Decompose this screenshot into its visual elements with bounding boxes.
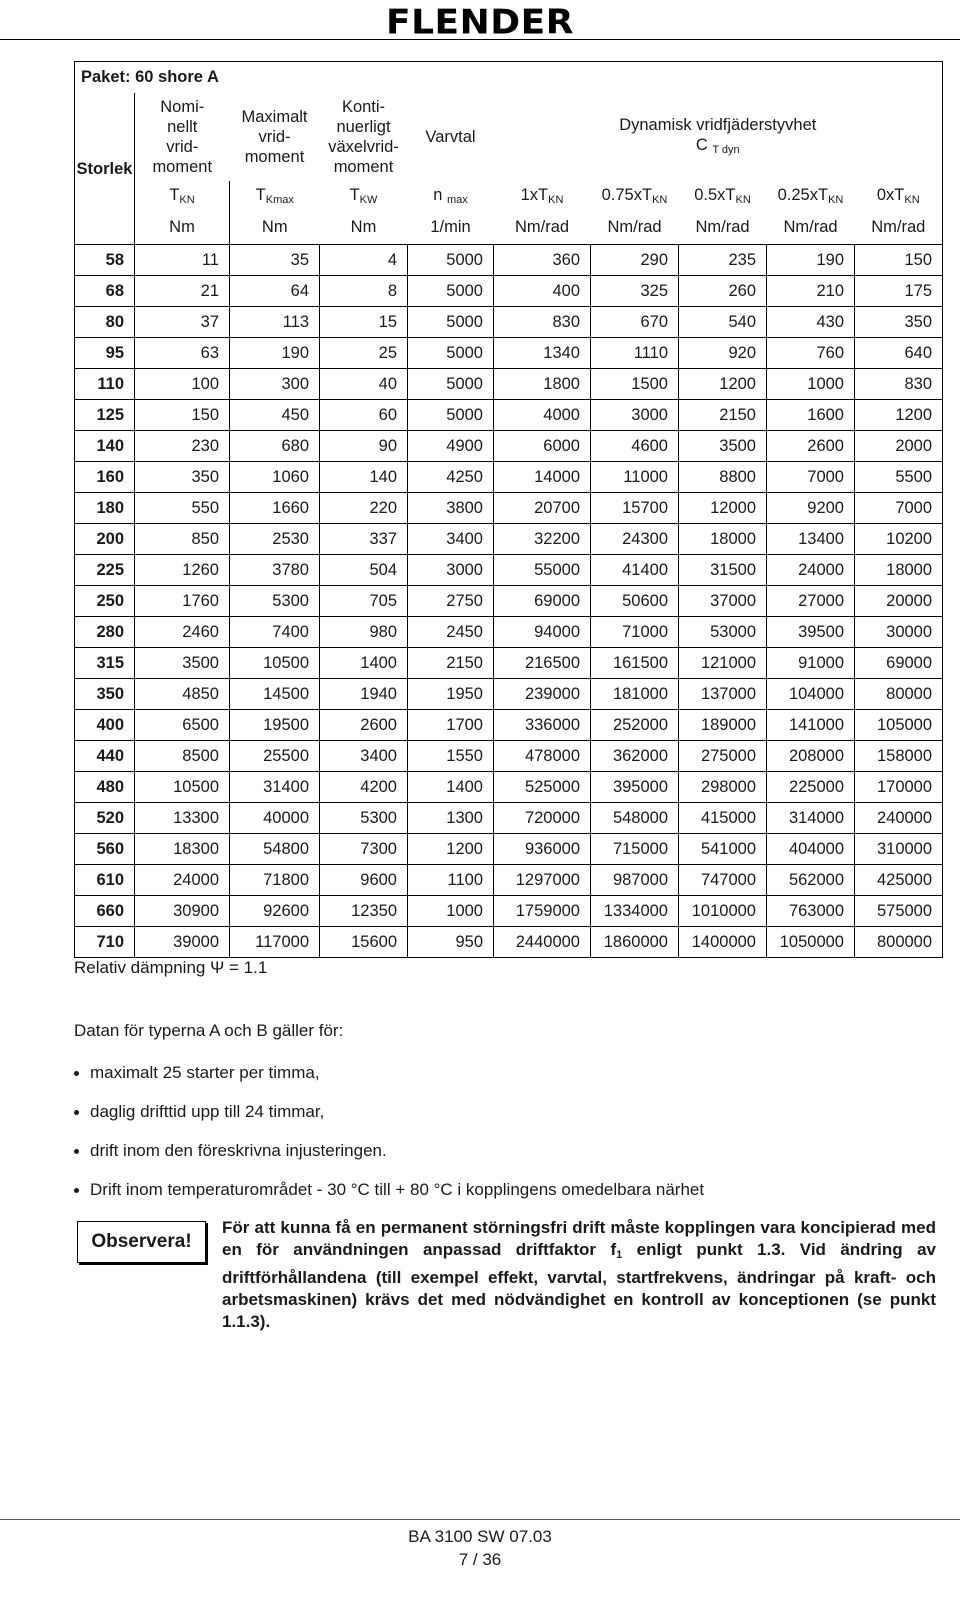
value-cell: 15700 bbox=[591, 493, 679, 524]
value-cell: 24000 bbox=[135, 865, 230, 896]
table-row bbox=[75, 617, 943, 648]
value-cell: 24300 bbox=[591, 524, 679, 555]
value-cell: 39000 bbox=[135, 927, 230, 958]
value-cell: 12000 bbox=[679, 493, 767, 524]
value-cell: 181000 bbox=[591, 679, 679, 710]
value-cell: 4 bbox=[320, 245, 408, 276]
value-cell: 2150 bbox=[679, 400, 767, 431]
coupling-data-table bbox=[74, 61, 943, 958]
table-row bbox=[75, 462, 943, 493]
value-cell: 4850 bbox=[135, 679, 230, 710]
table-row bbox=[75, 803, 943, 834]
size-cell: 110 bbox=[75, 369, 135, 400]
size-cell: 160 bbox=[75, 462, 135, 493]
value-cell: 7000 bbox=[855, 493, 943, 524]
value-cell: 450 bbox=[230, 400, 320, 431]
value-cell: 37000 bbox=[679, 586, 767, 617]
table-row bbox=[75, 307, 943, 338]
value-cell: 362000 bbox=[591, 741, 679, 772]
value-cell: 1500 bbox=[591, 369, 679, 400]
size-cell: 440 bbox=[75, 741, 135, 772]
table-row bbox=[75, 834, 943, 865]
notice-text: För att kunna få en permanent störningsfri drift måste kopplingen vara koncipierad med en för användningen anpassad driftfaktor $f_1$ enligt punkt 1.3. Vid ändring av driftförhållandena (till exempel effekt, varvtal, startfrekvens, ändringar på kraft- och arbetsmaskinen) krävs det med nödvändighet en kontroll av konceptionen (se punkt 1.1.3). bbox=[222, 1218, 936, 1332]
symbol-cell: $1xT_{KN}$ bbox=[520, 186, 564, 206]
value-cell: 252000 bbox=[591, 710, 679, 741]
value-cell: 141000 bbox=[767, 710, 855, 741]
value-cell: 720000 bbox=[494, 803, 591, 834]
size-cell: 140 bbox=[75, 431, 135, 462]
value-cell: 1400 bbox=[408, 772, 494, 803]
symbol-cell: $0.5xT_{KN}$ bbox=[694, 186, 751, 206]
value-cell: 14000 bbox=[494, 462, 591, 493]
value-cell: 950 bbox=[408, 927, 494, 958]
value-cell: 2600 bbox=[767, 431, 855, 462]
value-cell: 150 bbox=[855, 245, 943, 276]
value-cell: 1400000 bbox=[679, 927, 767, 958]
value-cell: 2450 bbox=[408, 617, 494, 648]
value-cell: 8500 bbox=[135, 741, 230, 772]
value-cell: 1100 bbox=[408, 865, 494, 896]
value-cell: 50600 bbox=[591, 586, 679, 617]
symbol-cell: $T_{KW}$ bbox=[349, 186, 378, 206]
value-cell: 25500 bbox=[230, 741, 320, 772]
value-cell: 575000 bbox=[855, 896, 943, 927]
value-cell: 850 bbox=[135, 524, 230, 555]
value-cell: 1300 bbox=[408, 803, 494, 834]
value-cell: 27000 bbox=[767, 586, 855, 617]
value-cell: 158000 bbox=[855, 741, 943, 772]
value-cell: 104000 bbox=[767, 679, 855, 710]
value-cell: 980 bbox=[320, 617, 408, 648]
value-cell: 63 bbox=[135, 338, 230, 369]
value-cell: 5000 bbox=[408, 338, 494, 369]
list-item: daglig drifttid upp till 24 timmar, bbox=[74, 1097, 704, 1136]
value-cell: 2530 bbox=[230, 524, 320, 555]
unit-cell: Nm bbox=[135, 211, 230, 245]
value-cell: 3500 bbox=[135, 648, 230, 679]
value-cell: 314000 bbox=[767, 803, 855, 834]
symbol-cell: $0xT_{KN}$ bbox=[855, 181, 943, 211]
unit-cell: Nm/rad bbox=[591, 211, 679, 245]
list-item: maximalt 25 starter per timma, bbox=[74, 1058, 704, 1097]
value-cell: 9200 bbox=[767, 493, 855, 524]
value-cell: 7300 bbox=[320, 834, 408, 865]
continuous-torque-header: Konti- nuerligt växelvrid- moment bbox=[328, 98, 399, 176]
value-cell: 216500 bbox=[494, 648, 591, 679]
value-cell: 1940 bbox=[320, 679, 408, 710]
value-cell: 350 bbox=[855, 307, 943, 338]
value-cell: 1700 bbox=[408, 710, 494, 741]
unit-cell: Nm/rad bbox=[494, 211, 591, 245]
table-row bbox=[75, 431, 943, 462]
value-cell: 1759000 bbox=[494, 896, 591, 927]
value-cell: 336000 bbox=[494, 710, 591, 741]
value-cell: 525000 bbox=[494, 772, 591, 803]
value-cell: 69000 bbox=[494, 586, 591, 617]
value-cell: 71000 bbox=[591, 617, 679, 648]
value-cell: 140 bbox=[320, 462, 408, 493]
value-cell: 18000 bbox=[855, 555, 943, 586]
value-cell: 20000 bbox=[855, 586, 943, 617]
value-cell: 1400 bbox=[320, 648, 408, 679]
value-cell: 189000 bbox=[679, 710, 767, 741]
value-cell: 7000 bbox=[767, 462, 855, 493]
unit-cell: 1/min bbox=[408, 211, 494, 245]
value-cell: 1110 bbox=[591, 338, 679, 369]
footer bbox=[0, 1525, 960, 1571]
value-cell: 161500 bbox=[591, 648, 679, 679]
value-cell: 10500 bbox=[230, 648, 320, 679]
value-cell: 1600 bbox=[767, 400, 855, 431]
value-cell: 4200 bbox=[320, 772, 408, 803]
value-cell: 8 bbox=[320, 276, 408, 307]
value-cell: 1200 bbox=[408, 834, 494, 865]
value-cell: 1800 bbox=[494, 369, 591, 400]
table-row bbox=[75, 896, 943, 927]
size-cell: 95 bbox=[75, 338, 135, 369]
conditions-intro: Datan för typerna A och B gäller för: bbox=[74, 1021, 344, 1040]
value-cell: 32200 bbox=[494, 524, 591, 555]
value-cell: 260 bbox=[679, 276, 767, 307]
size-cell: 560 bbox=[75, 834, 135, 865]
value-cell: 18000 bbox=[679, 524, 767, 555]
value-cell: 12350 bbox=[320, 896, 408, 927]
value-cell: 11000 bbox=[591, 462, 679, 493]
size-cell: 280 bbox=[75, 617, 135, 648]
value-cell: 830 bbox=[855, 369, 943, 400]
list-item: Drift inom temperaturområdet - 30 °C till + 80 °C i kopplingens omedelbara närhet bbox=[74, 1175, 704, 1214]
value-cell: 936000 bbox=[494, 834, 591, 865]
value-cell: 298000 bbox=[679, 772, 767, 803]
value-cell: 13300 bbox=[135, 803, 230, 834]
value-cell: 337 bbox=[320, 524, 408, 555]
value-cell: 13400 bbox=[767, 524, 855, 555]
size-cell: 350 bbox=[75, 679, 135, 710]
page-number: 7 / 36 bbox=[458, 1550, 502, 1569]
value-cell: 15600 bbox=[320, 927, 408, 958]
table-row bbox=[75, 648, 943, 679]
value-cell: 20700 bbox=[494, 493, 591, 524]
value-cell: 24000 bbox=[767, 555, 855, 586]
value-cell: 325 bbox=[591, 276, 679, 307]
value-cell: 55000 bbox=[494, 555, 591, 586]
value-cell: 4250 bbox=[408, 462, 494, 493]
symbols-row bbox=[75, 181, 943, 211]
value-cell: 190 bbox=[230, 338, 320, 369]
table-row bbox=[75, 400, 943, 431]
value-cell: 5500 bbox=[855, 462, 943, 493]
value-cell: 670 bbox=[591, 307, 679, 338]
value-cell: 190 bbox=[767, 245, 855, 276]
value-cell: 39500 bbox=[767, 617, 855, 648]
value-cell: 137000 bbox=[679, 679, 767, 710]
value-cell: 80000 bbox=[855, 679, 943, 710]
value-cell: 800000 bbox=[855, 927, 943, 958]
value-cell: 1050000 bbox=[767, 927, 855, 958]
value-cell: 14500 bbox=[230, 679, 320, 710]
value-cell: 25 bbox=[320, 338, 408, 369]
value-cell: 2600 bbox=[320, 710, 408, 741]
value-cell: 1260 bbox=[135, 555, 230, 586]
value-cell: 92600 bbox=[230, 896, 320, 927]
value-cell: 235 bbox=[679, 245, 767, 276]
damping-note: Relativ dämpning Ψ = 1.1 bbox=[74, 958, 268, 977]
value-cell: 562000 bbox=[767, 865, 855, 896]
value-cell: 225000 bbox=[767, 772, 855, 803]
table-row bbox=[75, 524, 943, 555]
symbol-cell: $0.25xT_{KN}$ bbox=[777, 186, 844, 206]
value-cell: 1297000 bbox=[494, 865, 591, 896]
value-cell: 121000 bbox=[679, 648, 767, 679]
value-cell: 69000 bbox=[855, 648, 943, 679]
value-cell: 54800 bbox=[230, 834, 320, 865]
value-cell: 504 bbox=[320, 555, 408, 586]
value-cell: 550 bbox=[135, 493, 230, 524]
value-cell: 1000 bbox=[767, 369, 855, 400]
value-cell: 2150 bbox=[408, 648, 494, 679]
value-cell: 5000 bbox=[408, 276, 494, 307]
size-cell: 480 bbox=[75, 772, 135, 803]
symbol-cell: $T_{Kmax}$ bbox=[255, 186, 294, 206]
value-cell: 548000 bbox=[591, 803, 679, 834]
value-cell: 3800 bbox=[408, 493, 494, 524]
value-cell: 90 bbox=[320, 431, 408, 462]
value-cell: 3000 bbox=[408, 555, 494, 586]
value-cell: 113 bbox=[230, 307, 320, 338]
value-cell: 9600 bbox=[320, 865, 408, 896]
size-cell: 250 bbox=[75, 586, 135, 617]
value-cell: 94000 bbox=[494, 617, 591, 648]
value-cell: 11 bbox=[135, 245, 230, 276]
value-cell: 53000 bbox=[679, 617, 767, 648]
value-cell: 1000 bbox=[408, 896, 494, 927]
value-cell: 230 bbox=[135, 431, 230, 462]
value-cell: 37 bbox=[135, 307, 230, 338]
size-cell: 68 bbox=[75, 276, 135, 307]
value-cell: 478000 bbox=[494, 741, 591, 772]
value-cell: 5300 bbox=[320, 803, 408, 834]
symbol-cell: $0.75xT_{KN}$ bbox=[601, 186, 668, 206]
value-cell: 760 bbox=[767, 338, 855, 369]
value-cell: 987000 bbox=[591, 865, 679, 896]
value-cell: 680 bbox=[230, 431, 320, 462]
speed-header: Varvtal bbox=[425, 128, 476, 146]
value-cell: 400 bbox=[494, 276, 591, 307]
table-row bbox=[75, 276, 943, 307]
value-cell: 763000 bbox=[767, 896, 855, 927]
value-cell: 1660 bbox=[230, 493, 320, 524]
value-cell: 15 bbox=[320, 307, 408, 338]
table-row bbox=[75, 338, 943, 369]
size-cell: 125 bbox=[75, 400, 135, 431]
symbol-cell: $T_{KN}$ bbox=[135, 181, 230, 211]
nominal-torque-header: Nomi- nellt vrid- moment bbox=[152, 98, 213, 176]
value-cell: 40000 bbox=[230, 803, 320, 834]
value-cell: 5300 bbox=[230, 586, 320, 617]
value-cell: 100 bbox=[135, 369, 230, 400]
value-cell: 4600 bbox=[591, 431, 679, 462]
value-cell: 3400 bbox=[408, 524, 494, 555]
footer-rule bbox=[0, 1519, 960, 1520]
table-row bbox=[75, 369, 943, 400]
value-cell: 705 bbox=[320, 586, 408, 617]
value-cell: 350 bbox=[135, 462, 230, 493]
value-cell: 541000 bbox=[679, 834, 767, 865]
value-cell: 1334000 bbox=[591, 896, 679, 927]
value-cell: 640 bbox=[855, 338, 943, 369]
value-cell: 64 bbox=[230, 276, 320, 307]
value-cell: 239000 bbox=[494, 679, 591, 710]
unit-cell: Nm/rad bbox=[679, 211, 767, 245]
value-cell: 170000 bbox=[855, 772, 943, 803]
value-cell: 2460 bbox=[135, 617, 230, 648]
unit-cell: Nm bbox=[230, 211, 320, 245]
size-cell: 315 bbox=[75, 648, 135, 679]
value-cell: 275000 bbox=[679, 741, 767, 772]
units-row bbox=[75, 211, 943, 245]
value-cell: 3400 bbox=[320, 741, 408, 772]
value-cell: 4900 bbox=[408, 431, 494, 462]
value-cell: 19500 bbox=[230, 710, 320, 741]
flender-logo: FLENDER bbox=[386, 3, 574, 42]
value-cell: 310000 bbox=[855, 834, 943, 865]
value-cell: 31400 bbox=[230, 772, 320, 803]
value-cell: 10500 bbox=[135, 772, 230, 803]
value-cell: 240000 bbox=[855, 803, 943, 834]
value-cell: 415000 bbox=[679, 803, 767, 834]
value-cell: 920 bbox=[679, 338, 767, 369]
value-cell: 2440000 bbox=[494, 927, 591, 958]
package-label: Paket: 60 shore A bbox=[75, 62, 943, 94]
value-cell: 2000 bbox=[855, 431, 943, 462]
conditions-list bbox=[74, 1058, 704, 1214]
value-cell: 1200 bbox=[679, 369, 767, 400]
value-cell: 395000 bbox=[591, 772, 679, 803]
table-row bbox=[75, 710, 943, 741]
value-cell: 540 bbox=[679, 307, 767, 338]
value-cell: 35 bbox=[230, 245, 320, 276]
value-cell: 210 bbox=[767, 276, 855, 307]
value-cell: 300 bbox=[230, 369, 320, 400]
value-cell: 1340 bbox=[494, 338, 591, 369]
value-cell: 5000 bbox=[408, 307, 494, 338]
size-cell: 58 bbox=[75, 245, 135, 276]
size-cell: 520 bbox=[75, 803, 135, 834]
value-cell: 175 bbox=[855, 276, 943, 307]
value-cell: 1060 bbox=[230, 462, 320, 493]
unit-cell: Nm/rad bbox=[767, 211, 855, 245]
value-cell: 10200 bbox=[855, 524, 943, 555]
list-item: drift inom den föreskrivna injusteringen. bbox=[74, 1136, 704, 1175]
value-cell: 5000 bbox=[408, 245, 494, 276]
value-cell: 1950 bbox=[408, 679, 494, 710]
value-cell: 2750 bbox=[408, 586, 494, 617]
value-cell: 220 bbox=[320, 493, 408, 524]
value-cell: 1550 bbox=[408, 741, 494, 772]
table-row bbox=[75, 586, 943, 617]
doc-id: BA 3100 SW 07.03 bbox=[408, 1527, 552, 1546]
value-cell: 6500 bbox=[135, 710, 230, 741]
size-cell: 225 bbox=[75, 555, 135, 586]
header-rule bbox=[0, 39, 960, 40]
table-row bbox=[75, 865, 943, 896]
symbol-cell: n $_{max}$ bbox=[433, 186, 468, 206]
table-row bbox=[75, 741, 943, 772]
size-header: Storlek bbox=[75, 93, 135, 245]
value-cell: 360 bbox=[494, 245, 591, 276]
value-cell: 60 bbox=[320, 400, 408, 431]
dynamic-stiffness-header: Dynamisk vridfjäderstyvhet C $_{T dyn}$ bbox=[494, 93, 943, 181]
value-cell: 117000 bbox=[230, 927, 320, 958]
value-cell: 30000 bbox=[855, 617, 943, 648]
value-cell: 40 bbox=[320, 369, 408, 400]
size-cell: 610 bbox=[75, 865, 135, 896]
table-row bbox=[75, 245, 943, 276]
value-cell: 3500 bbox=[679, 431, 767, 462]
value-cell: 6000 bbox=[494, 431, 591, 462]
value-cell: 1200 bbox=[855, 400, 943, 431]
table-row bbox=[75, 772, 943, 803]
value-cell: 747000 bbox=[679, 865, 767, 896]
value-cell: 4000 bbox=[494, 400, 591, 431]
size-cell: 80 bbox=[75, 307, 135, 338]
value-cell: 404000 bbox=[767, 834, 855, 865]
table-row bbox=[75, 679, 943, 710]
value-cell: 430 bbox=[767, 307, 855, 338]
value-cell: 31500 bbox=[679, 555, 767, 586]
value-cell: 5000 bbox=[408, 369, 494, 400]
value-cell: 830 bbox=[494, 307, 591, 338]
value-cell: 91000 bbox=[767, 648, 855, 679]
unit-cell: Nm bbox=[320, 211, 408, 245]
value-cell: 208000 bbox=[767, 741, 855, 772]
size-cell: 200 bbox=[75, 524, 135, 555]
size-cell: 180 bbox=[75, 493, 135, 524]
value-cell: 1860000 bbox=[591, 927, 679, 958]
table-row bbox=[75, 927, 943, 958]
value-cell: 3780 bbox=[230, 555, 320, 586]
table-row bbox=[75, 555, 943, 586]
size-cell: 660 bbox=[75, 896, 135, 927]
value-cell: 5000 bbox=[408, 400, 494, 431]
size-cell: 710 bbox=[75, 927, 135, 958]
value-cell: 1010000 bbox=[679, 896, 767, 927]
value-cell: 41400 bbox=[591, 555, 679, 586]
value-cell: 1760 bbox=[135, 586, 230, 617]
value-cell: 30900 bbox=[135, 896, 230, 927]
max-torque-header: Maximalt vrid- moment bbox=[241, 108, 308, 166]
unit-cell: Nm/rad bbox=[855, 211, 943, 245]
value-cell: 715000 bbox=[591, 834, 679, 865]
value-cell: 105000 bbox=[855, 710, 943, 741]
value-cell: 3000 bbox=[591, 400, 679, 431]
value-cell: 7400 bbox=[230, 617, 320, 648]
size-cell: 400 bbox=[75, 710, 135, 741]
value-cell: 425000 bbox=[855, 865, 943, 896]
notice-label: Observera! bbox=[77, 1221, 206, 1263]
table-row bbox=[75, 493, 943, 524]
value-cell: 150 bbox=[135, 400, 230, 431]
value-cell: 18300 bbox=[135, 834, 230, 865]
value-cell: 8800 bbox=[679, 462, 767, 493]
value-cell: 21 bbox=[135, 276, 230, 307]
value-cell: 71800 bbox=[230, 865, 320, 896]
value-cell: 290 bbox=[591, 245, 679, 276]
